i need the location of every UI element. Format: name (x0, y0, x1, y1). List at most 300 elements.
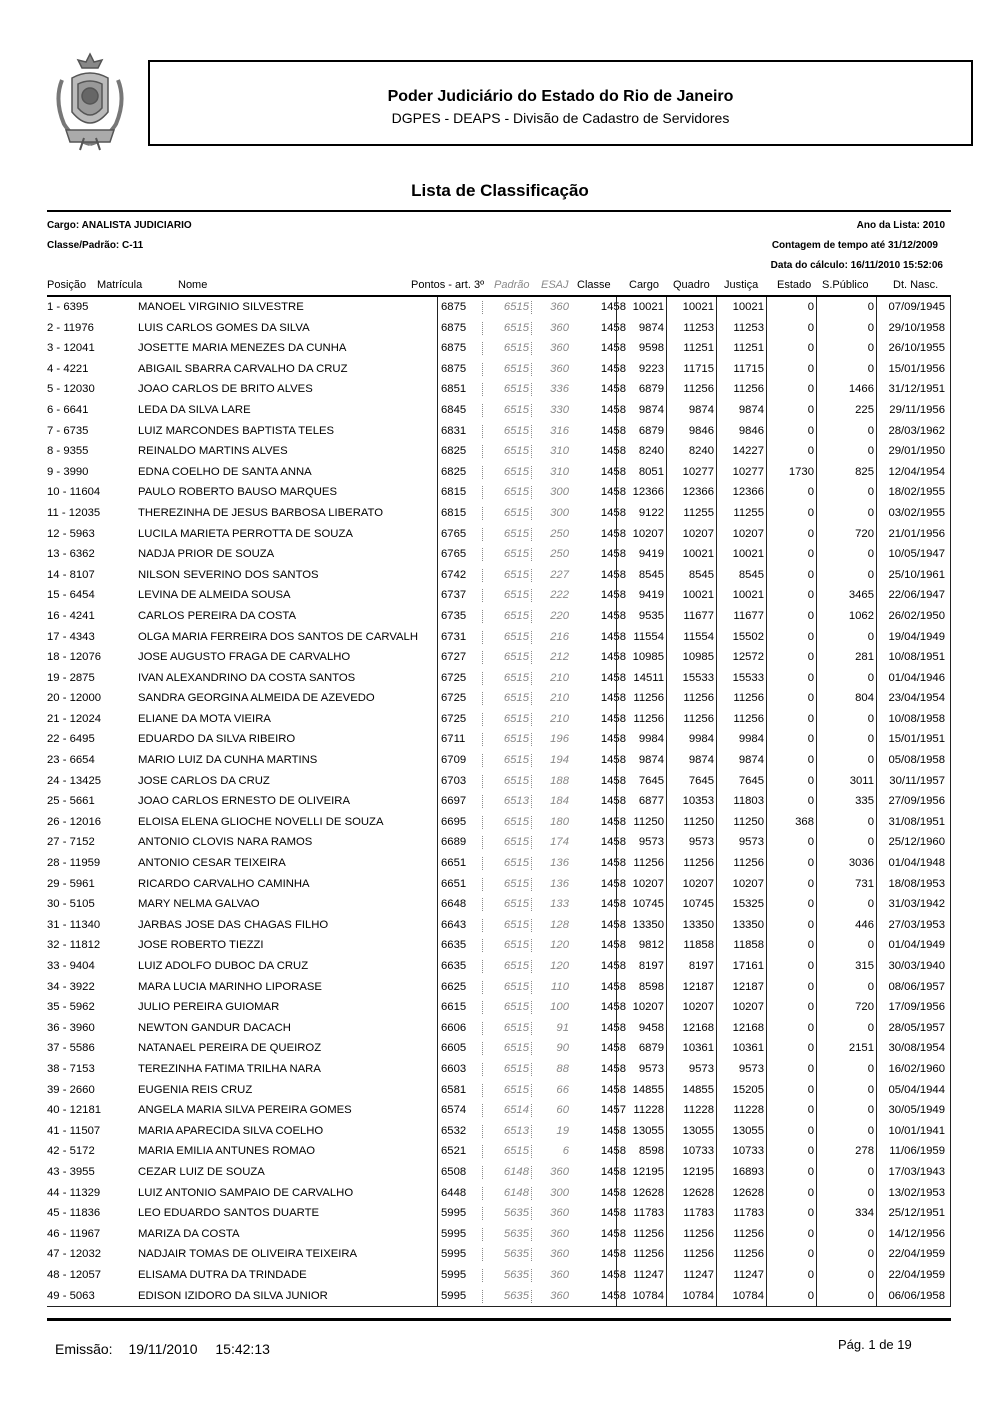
cell-quadro: 10207 (682, 1001, 714, 1014)
cell-border (716, 1121, 717, 1142)
cell-estado: 0 (807, 301, 814, 313)
cell-justica: 8545 (738, 568, 764, 581)
cell-pontos: 6742 (441, 568, 467, 581)
cell-border (766, 441, 767, 462)
cell-spublico: 720 (855, 527, 874, 540)
col-estado: Estado (777, 279, 812, 291)
cell-dotted-border (531, 816, 532, 829)
cell-estado: 0 (807, 1083, 814, 1096)
cell-border (816, 1121, 817, 1142)
cell-quadro: 9984 (688, 733, 714, 746)
col-quadro: Quadro (673, 279, 710, 291)
cell-estado: 0 (807, 568, 814, 581)
cell-border (437, 1080, 438, 1101)
cell-border (876, 503, 877, 524)
col-cargo: Cargo (629, 279, 659, 291)
cell-border (666, 1162, 667, 1183)
cell-padrao: 6515 (503, 589, 529, 602)
cell-cargo: 9458 (638, 1021, 664, 1034)
cell-classe: 1458 (600, 1083, 626, 1096)
cell-posicao: 22 - 6495 (47, 733, 95, 746)
cell-posicao: 14 - 8107 (47, 568, 95, 581)
cell-posicao: 13 - 6362 (47, 548, 95, 561)
cell-border (666, 1121, 667, 1142)
cell-posicao: 4 - 4221 (47, 362, 89, 375)
cell-dotted-border (482, 981, 483, 994)
cell-padrao: 6515 (503, 1042, 529, 1055)
cell-border (616, 1203, 617, 1224)
cell-pontos: 6725 (441, 712, 467, 725)
cell-spublico: 825 (855, 465, 874, 478)
cell-border (437, 379, 438, 400)
cell-dotted-border (482, 1063, 483, 1076)
cell-cargo: 9874 (638, 754, 664, 767)
cell-border (616, 585, 617, 606)
cell-classe: 1458 (600, 1268, 626, 1281)
cell-dotted-border (482, 754, 483, 767)
cell-posicao: 21 - 12024 (47, 712, 102, 725)
cell-border (437, 1059, 438, 1080)
cell-nome: JOAO CARLOS ERNESTO DE OLIVEIRA (138, 795, 350, 808)
table-row (47, 812, 951, 833)
cell-border (816, 1100, 817, 1121)
cell-border (766, 1080, 767, 1101)
cell-dotted-border (482, 775, 483, 788)
cell-border (716, 935, 717, 956)
cell-border (616, 688, 617, 709)
cell-quadro: 12628 (682, 1186, 714, 1199)
cell-border (666, 297, 667, 318)
cell-justica: 17161 (732, 960, 764, 972)
table-row (47, 1018, 951, 1039)
cell-border (666, 997, 667, 1018)
cell-cargo: 11256 (633, 857, 664, 870)
cell-border (950, 1100, 951, 1121)
cell-border (766, 750, 767, 771)
cell-border (766, 874, 767, 895)
cell-pontos: 6643 (441, 918, 467, 931)
cell-dtnasc: 27/03/1953 (888, 918, 945, 931)
cell-border (716, 524, 717, 545)
cell-border (666, 565, 667, 586)
table-row (47, 338, 951, 359)
cell-border (876, 1080, 877, 1101)
cell-pontos: 6606 (441, 1021, 467, 1034)
cell-nome: SANDRA GEORGINA ALMEIDA DE AZEVEDO (138, 692, 375, 705)
cell-classe: 1458 (600, 836, 626, 849)
cell-border (716, 709, 717, 730)
cell-border (616, 1162, 617, 1183)
cell-border (437, 400, 438, 421)
cell-justica: 11256 (733, 1248, 764, 1261)
cell-justica: 11858 (733, 939, 764, 952)
cell-quadro: 10207 (682, 877, 714, 890)
cell-esaj: 227 (550, 568, 569, 581)
cell-classe: 1458 (600, 486, 626, 499)
cell-dotted-border (482, 898, 483, 911)
cell-estado: 0 (807, 1289, 814, 1302)
cell-cargo: 11250 (633, 815, 664, 828)
cell-dtnasc: 05/08/1958 (888, 754, 945, 767)
cell-spublico: 446 (855, 918, 874, 931)
cell-pontos: 5995 (441, 1248, 467, 1261)
cell-posicao: 20 - 12000 (47, 692, 102, 705)
cell-border (816, 1059, 817, 1080)
cell-border (876, 1100, 877, 1121)
cell-border (616, 400, 617, 421)
cell-border (816, 1018, 817, 1039)
cell-pontos: 6625 (441, 980, 467, 993)
cell-border (716, 297, 717, 318)
cell-nome: ABIGAIL SBARRA CARVALHO DA CRUZ (138, 362, 348, 375)
table-row (47, 359, 951, 380)
cell-spublico: 0 (867, 486, 874, 499)
cell-cargo: 8598 (638, 1145, 664, 1158)
cell-border (716, 894, 717, 915)
cell-estado: 0 (807, 548, 814, 561)
cell-border (950, 421, 951, 442)
cell-border (716, 647, 717, 668)
cell-border (616, 503, 617, 524)
cell-padrao: 6515 (503, 362, 529, 375)
cell-esaj: 180 (550, 815, 569, 828)
cell-border (716, 1265, 717, 1286)
table-row (47, 1286, 951, 1307)
cell-justica: 9846 (738, 424, 764, 437)
cell-esaj: 330 (550, 403, 569, 416)
cell-border (716, 1038, 717, 1059)
cell-classe: 1458 (600, 609, 626, 622)
cell-border (716, 812, 717, 833)
cell-classe: 1458 (600, 1248, 626, 1261)
cell-dtnasc: 22/06/1947 (888, 589, 945, 602)
cell-pontos: 5995 (441, 1289, 467, 1302)
cell-esaj: 90 (556, 1042, 569, 1055)
cell-cargo: 11247 (633, 1268, 664, 1281)
cell-border (950, 853, 951, 874)
cell-border (437, 874, 438, 895)
cell-justica: 10207 (732, 527, 764, 540)
table-row (47, 1141, 951, 1162)
classe-label: Classe/Padrão: C-11 (47, 240, 144, 251)
cell-border (616, 668, 617, 689)
cell-dtnasc: 10/05/1947 (888, 548, 945, 561)
cell-dotted-border (531, 1125, 532, 1138)
cell-border (876, 297, 877, 318)
cell-classe: 1458 (600, 898, 626, 911)
emission-label: Emissão: (55, 1341, 113, 1357)
cell-esaj: 360 (550, 321, 569, 334)
cell-posicao: 17 - 4343 (47, 630, 95, 643)
cell-border (616, 482, 617, 503)
cell-border (616, 462, 617, 483)
cell-border (876, 1059, 877, 1080)
cell-border (816, 441, 817, 462)
cell-border (876, 812, 877, 833)
cell-border (876, 688, 877, 709)
cell-dotted-border (482, 1145, 483, 1158)
cell-justica: 15205 (732, 1083, 764, 1096)
cell-pontos: 6532 (441, 1124, 467, 1137)
cell-posicao: 15 - 6454 (47, 589, 95, 602)
classification-table (47, 297, 951, 1306)
cell-nome: EDISON IZIDORO DA SILVA JUNIOR (138, 1289, 328, 1302)
cell-quadro: 11783 (683, 1207, 714, 1220)
cell-nome: EDNA COELHO DE SANTA ANNA (138, 465, 312, 478)
cell-border (876, 853, 877, 874)
cell-quadro: 10207 (682, 527, 714, 540)
cell-nome: MARIA APARECIDA SILVA COELHO (138, 1124, 324, 1137)
cell-border (666, 668, 667, 689)
cell-posicao: 10 - 11604 (47, 486, 101, 499)
cell-border (437, 729, 438, 750)
cell-cargo: 13350 (632, 918, 664, 931)
cell-border (816, 627, 817, 648)
cell-border (816, 1224, 817, 1245)
cell-quadro: 11858 (683, 939, 714, 952)
cell-border (666, 318, 667, 339)
cell-border (616, 1286, 617, 1307)
cell-padrao: 6514 (503, 1104, 529, 1117)
cell-dtnasc: 01/04/1949 (888, 939, 945, 952)
cell-dotted-border (531, 857, 532, 870)
cell-dtnasc: 03/02/1955 (888, 506, 945, 519)
cell-padrao: 6515 (503, 692, 529, 705)
cell-border (666, 482, 667, 503)
cell-border (437, 647, 438, 668)
table-row (47, 791, 951, 812)
cell-classe: 1458 (600, 1001, 626, 1014)
cell-spublico: 0 (867, 1062, 874, 1075)
cell-pontos: 6581 (441, 1083, 467, 1096)
cell-estado: 0 (807, 1268, 814, 1281)
cell-spublico: 0 (867, 712, 874, 725)
cell-pontos: 6709 (441, 754, 467, 767)
cell-border (876, 400, 877, 421)
cell-border (666, 832, 667, 853)
cell-padrao: 6515 (503, 1145, 529, 1158)
cell-dotted-border (482, 1248, 483, 1261)
cell-quadro: 10784 (682, 1289, 714, 1302)
cell-border (766, 318, 767, 339)
cell-border (666, 894, 667, 915)
cell-border (950, 1244, 951, 1265)
cell-dotted-border (482, 1104, 483, 1117)
cell-padrao: 6148 (503, 1186, 529, 1199)
cell-border (437, 709, 438, 730)
cell-dtnasc: 22/04/1959 (888, 1248, 945, 1261)
cell-border (766, 1141, 767, 1162)
cell-border (616, 524, 617, 545)
cell-dotted-border (531, 1228, 532, 1241)
cell-border (437, 1203, 438, 1224)
cell-cargo: 14511 (633, 671, 664, 684)
cell-dotted-border (531, 960, 532, 973)
cell-esaj: 66 (556, 1083, 569, 1096)
cell-border (716, 421, 717, 442)
cell-dtnasc: 31/03/1942 (888, 898, 945, 911)
cell-border (816, 482, 817, 503)
cell-classe: 1458 (600, 342, 626, 355)
cell-nome: THEREZINHA DE JESUS BARBOSA LIBERATO (138, 506, 384, 519)
cell-pontos: 6875 (441, 301, 467, 313)
cell-border (876, 832, 877, 853)
cell-estado: 0 (807, 589, 814, 602)
cell-border (876, 668, 877, 689)
cell-justica: 10021 (732, 548, 764, 561)
cell-esaj: 210 (550, 692, 569, 705)
cell-classe: 1458 (600, 1186, 626, 1199)
cell-cargo: 9874 (638, 403, 664, 416)
cell-cargo: 6879 (638, 383, 664, 396)
cell-dotted-border (531, 1063, 532, 1076)
cell-estado: 0 (807, 1042, 814, 1055)
cell-spublico: 3465 (848, 589, 874, 602)
cell-border (766, 771, 767, 792)
cell-border (437, 1018, 438, 1039)
cell-estado: 0 (807, 527, 814, 540)
cell-dotted-border (531, 404, 532, 417)
cell-dotted-border (482, 404, 483, 417)
cell-spublico: 0 (867, 1104, 874, 1117)
cell-border (766, 812, 767, 833)
cell-padrao: 6515 (503, 774, 529, 787)
table-row (47, 503, 951, 524)
cell-border (816, 874, 817, 895)
cell-esaj: 316 (550, 424, 569, 437)
cell-cargo: 9419 (638, 589, 664, 602)
cell-border (950, 524, 951, 545)
cell-dotted-border (531, 672, 532, 685)
cell-classe: 1458 (600, 465, 626, 478)
cell-dotted-border (482, 1269, 483, 1282)
cell-esaj: 212 (550, 651, 569, 664)
cell-border (876, 1121, 877, 1142)
cell-border (716, 338, 717, 359)
cell-border (716, 874, 717, 895)
cell-border (816, 668, 817, 689)
cell-posicao: 31 - 11340 (47, 918, 101, 931)
cell-border (716, 400, 717, 421)
cell-dtnasc: 28/03/1962 (888, 424, 945, 437)
cell-quadro: 11253 (683, 321, 714, 334)
cell-estado: 0 (807, 857, 814, 870)
cell-justica: 11256 (733, 1227, 764, 1240)
cell-estado: 1730 (788, 465, 814, 478)
cell-cargo: 9812 (638, 939, 664, 952)
cell-padrao: 6515 (503, 815, 529, 828)
cell-esaj: 128 (550, 918, 569, 931)
cell-border (716, 729, 717, 750)
cell-border (616, 1100, 617, 1121)
table-row (47, 297, 951, 318)
cell-border (616, 441, 617, 462)
cell-quadro: 11255 (683, 506, 714, 519)
cell-border (716, 482, 717, 503)
cell-border (716, 1141, 717, 1162)
cell-classe: 1458 (600, 1289, 626, 1302)
cell-quadro: 11256 (683, 857, 714, 870)
cell-spublico: 0 (867, 548, 874, 561)
cell-classe: 1458 (600, 733, 626, 746)
table-row (47, 627, 951, 648)
cell-justica: 12628 (732, 1186, 764, 1199)
cell-dtnasc: 10/08/1951 (888, 651, 945, 664)
cell-border (766, 977, 767, 998)
cell-esaj: 360 (550, 362, 569, 375)
cell-quadro: 10733 (682, 1145, 714, 1158)
cell-border (666, 585, 667, 606)
cell-classe: 1458 (600, 815, 626, 828)
header-box (148, 60, 973, 146)
cell-spublico: 0 (867, 568, 874, 581)
cell-quadro: 11715 (683, 362, 714, 375)
cell-justica: 11251 (733, 342, 764, 355)
cell-quadro: 9874 (688, 403, 714, 416)
cell-border (816, 565, 817, 586)
cell-border (950, 297, 951, 318)
cell-border (876, 379, 877, 400)
cell-classe: 1458 (600, 403, 626, 416)
col-posicao: Posição (47, 279, 87, 291)
cell-classe: 1458 (600, 362, 626, 375)
cell-border (616, 771, 617, 792)
cell-border (950, 915, 951, 936)
cell-posicao: 29 - 5961 (47, 877, 95, 890)
cell-border (666, 462, 667, 483)
cell-justica: 9984 (738, 733, 764, 746)
cell-border (716, 1286, 717, 1307)
cell-border (816, 1141, 817, 1162)
cell-border (616, 379, 617, 400)
cell-posicao: 48 - 12057 (47, 1268, 102, 1281)
cell-nome: LEDA DA SILVA LARE (138, 403, 251, 416)
cell-border (950, 462, 951, 483)
cell-border (616, 565, 617, 586)
cell-padrao: 6515 (503, 980, 529, 993)
cell-border (437, 915, 438, 936)
cell-border (876, 1244, 877, 1265)
cell-dotted-border (531, 363, 532, 376)
cell-classe: 1458 (600, 960, 626, 972)
cell-spublico: 0 (867, 321, 874, 334)
cell-justica: 10784 (732, 1289, 764, 1302)
cell-border (950, 1162, 951, 1183)
cell-dotted-border (531, 651, 532, 664)
cell-quadro: 13350 (682, 918, 714, 931)
cell-border (766, 627, 767, 648)
cell-border (950, 668, 951, 689)
cargo-label: Cargo: ANALISTA JUDICIARIO (47, 220, 192, 231)
cell-border (876, 1183, 877, 1204)
cell-justica: 11228 (733, 1104, 764, 1117)
cell-dotted-border (482, 342, 483, 355)
cell-cargo: 11228 (633, 1104, 664, 1117)
cell-spublico: 0 (867, 1268, 874, 1281)
cell-border (616, 894, 617, 915)
cell-border (816, 832, 817, 853)
cell-dotted-border (531, 981, 532, 994)
cell-border (616, 627, 617, 648)
cell-border (666, 853, 667, 874)
cell-border (766, 1183, 767, 1204)
cell-border (876, 482, 877, 503)
cell-border (876, 915, 877, 936)
cell-cargo: 8240 (638, 445, 664, 458)
cell-dtnasc: 30/11/1957 (889, 774, 945, 787)
cell-esaj: 100 (550, 1001, 569, 1014)
cell-border (437, 997, 438, 1018)
